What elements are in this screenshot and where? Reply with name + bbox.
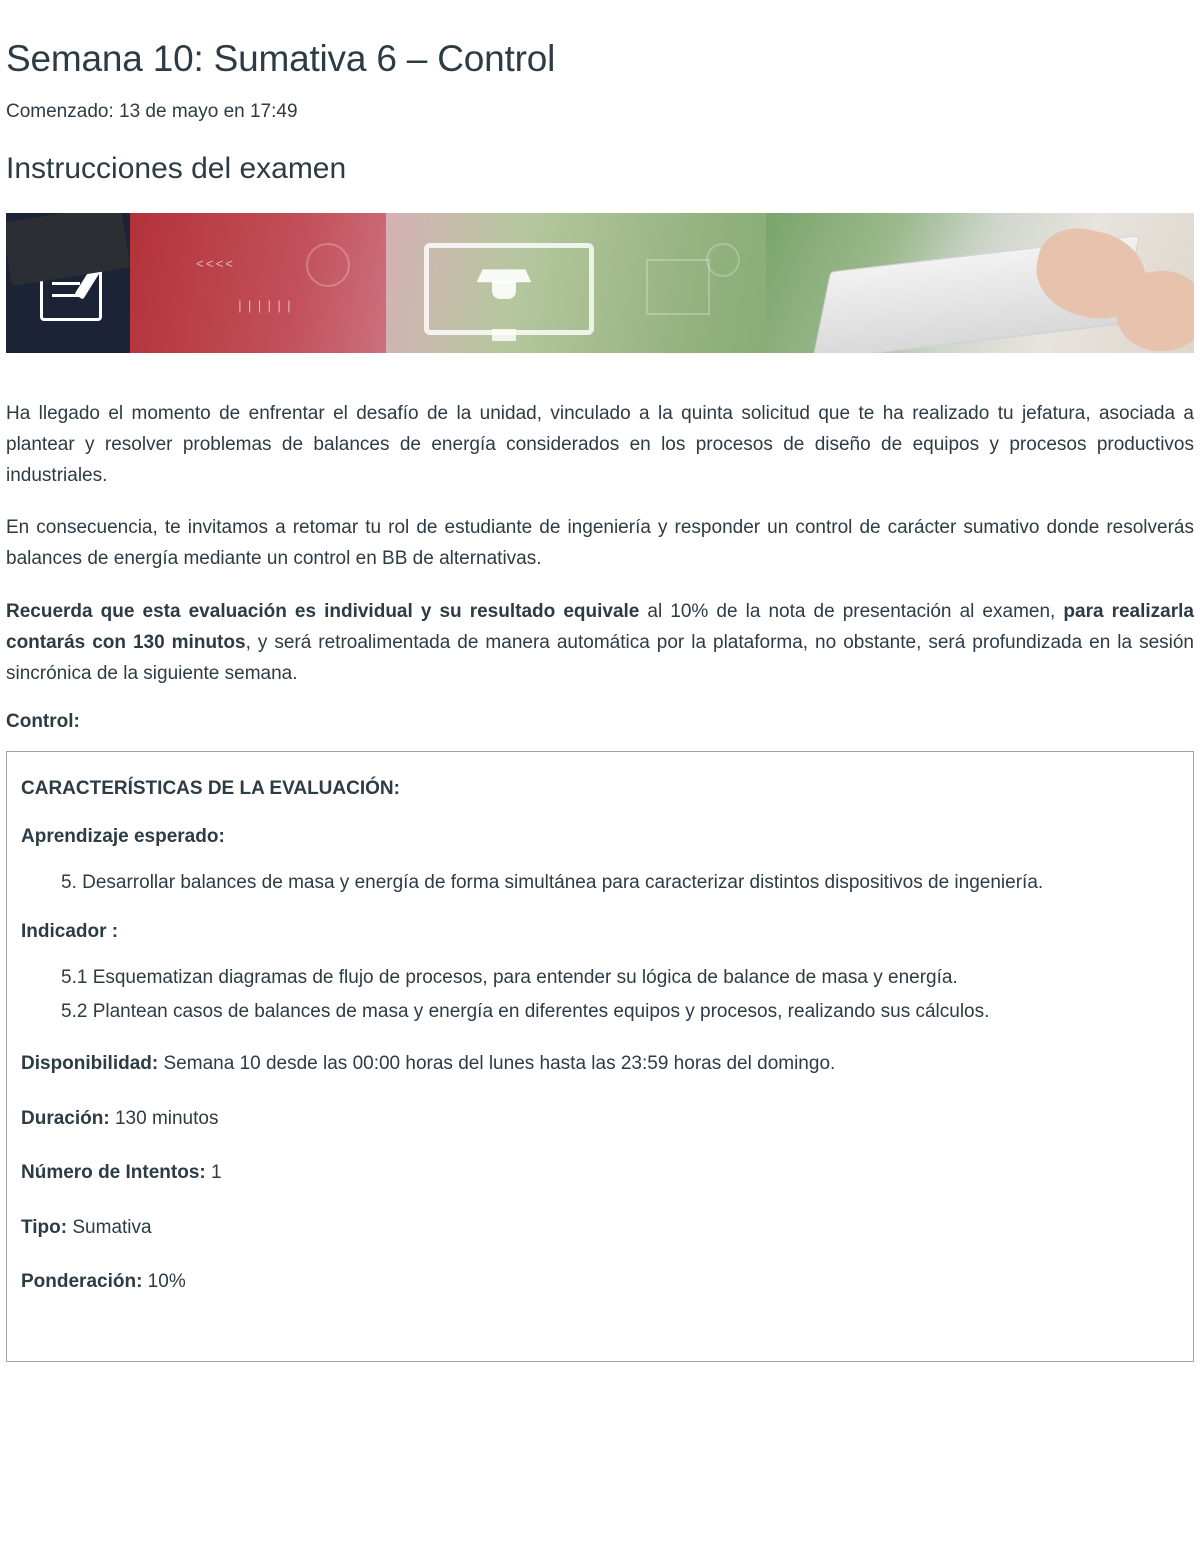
learning-outcome-label: Aprendizaje esperado: [21,826,225,848]
duration-label: Duración: [21,1107,110,1129]
page-title: Semana 10: Sumativa 6 – Control [6,38,556,79]
attempts-value: 1 [205,1162,222,1184]
availability-row [21,1049,1179,1079]
attempts-row [21,1158,1179,1188]
indicator-text-2: 5.2 Plantean casos de balances de masa y energía en diferentes equipos y procesos, realizando sus cálculos. [61,1001,990,1023]
intro-text-2: , y será retroalimentada de manera automática por la plataforma, no obstante, será profundizada en la sesión sincrónica de la siguiente semana. [6,631,1195,684]
circuit-decor-2: |||||| [236,299,295,315]
circuit-square-icon [646,259,710,315]
intro-paragraph-1: Ha llegado el momento de enfrentar el desafío de la unidad, vinculado a la quinta solicitud que te ha realizado tu jefatura, asociada a plantear y resolver problemas de balances de energía considerados en los procesos de diseño de equipos y procesos productivos industriales. [6,403,1194,486]
duration-row [21,1104,1179,1134]
circuit-decor-1: <<<< [196,257,236,273]
indicator-label: Indicador : [21,920,119,942]
availability-value: Semana 10 desde las 00:00 horas del lunes hasta las 23:59 horas del domingo. [158,1053,836,1075]
duration-value: 130 minutos [109,1107,219,1129]
characteristics-box [6,751,1194,1362]
attempts-label: Número de Intentos: [21,1162,206,1184]
learning-outcome-text: 5. Desarrollar balances de masa y energía de forma simultánea para caracterizar distintos dispositivos de ingeniería. [61,872,1044,894]
type-value: Sumativa [67,1216,152,1238]
weight-label: Ponderación: [21,1271,143,1292]
weight-value: 10% [142,1271,186,1292]
type-row [21,1213,1179,1243]
intro-bold-1: Recuerda que esta evaluación es individual y su resultado equivale [6,600,640,622]
intro-paragraph-2: En consecuencia, te invitamos a retomar tu rol de estudiante de ingeniería y responder un control de carácter sumativo donde resolverás balances de energía mediante un control en BB de alternativas. [6,517,1194,570]
circuit-ring-icon [306,243,350,287]
type-label: Tipo: [21,1216,68,1238]
indicator-text-1: 5.1 Esquematizan diagramas de flujo de procesos, para entender su lógica de balance de masa y energía. [61,966,958,988]
availability-label: Disponibilidad: [21,1053,159,1075]
characteristics-title: CARACTERÍSTICAS DE LA EVALUACIÓN: [21,778,400,800]
started-timestamp: Comenzado: 13 de mayo en 17:49 [6,100,298,122]
instructions-heading: Instrucciones del examen [6,152,347,186]
intro-bold-2: para realizarla contarás con 130 minutos [6,600,1194,653]
monitor-icon [424,243,584,343]
circuit-ring2-icon [706,243,740,277]
intro-paragraph-3 [6,597,1194,689]
control-label: Control: [6,711,80,733]
intro-text-1: al 10% de la nota de presentación al examen, [639,600,1064,622]
weight-row [21,1267,1179,1297]
banner-image [6,213,1194,353]
banner-red-panel [130,213,430,353]
